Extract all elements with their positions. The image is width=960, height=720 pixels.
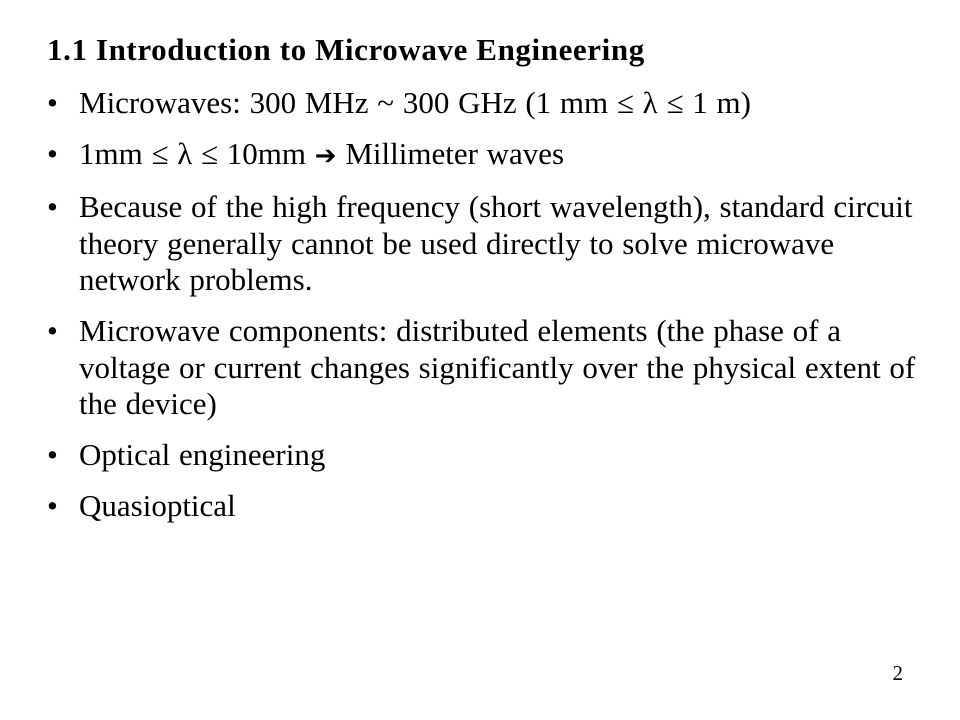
bullet-item-microwaves [47, 85, 927, 122]
bullet-icon: • [47, 85, 58, 120]
bullet-text: Quasioptical [79, 488, 236, 523]
right-arrow-icon: ➔ [314, 141, 337, 171]
page-number: 2 [892, 661, 903, 685]
bullet-text: Microwave components: distributed elements (the phase of a voltage or current changes significantly over the physical extent of the device) [79, 313, 916, 421]
bullet-item-millimeter [47, 136, 927, 175]
slide-title: 1.1 Introduction to Microwave Engineering [47, 32, 645, 67]
bullet-icon: • [47, 437, 58, 472]
bullet-text: Optical engineering [79, 437, 326, 472]
bullet-item-components [47, 313, 927, 423]
bullet-item-high-frequency [47, 189, 927, 299]
bullet-icon: • [47, 136, 58, 171]
bullet-icon: • [47, 313, 58, 348]
bullet-text: Because of the high frequency (short wavelength), standard circuit theory generally cannot be used directly to solve microwave network problems. [79, 189, 913, 297]
bullet-icon: • [47, 189, 58, 224]
bullet-text-result: Millimeter waves [336, 136, 565, 171]
bullet-icon: • [47, 488, 58, 523]
bullet-item-optical [47, 437, 927, 474]
bullet-list [47, 85, 927, 539]
bullet-text-range: 1mm ≤ λ ≤ 10mm [79, 136, 315, 171]
bullet-item-quasioptical [47, 488, 927, 525]
bullet-text: Microwaves: 300 MHz ~ 300 GHz (1 mm ≤ λ ≤ 1 m) [79, 85, 751, 120]
